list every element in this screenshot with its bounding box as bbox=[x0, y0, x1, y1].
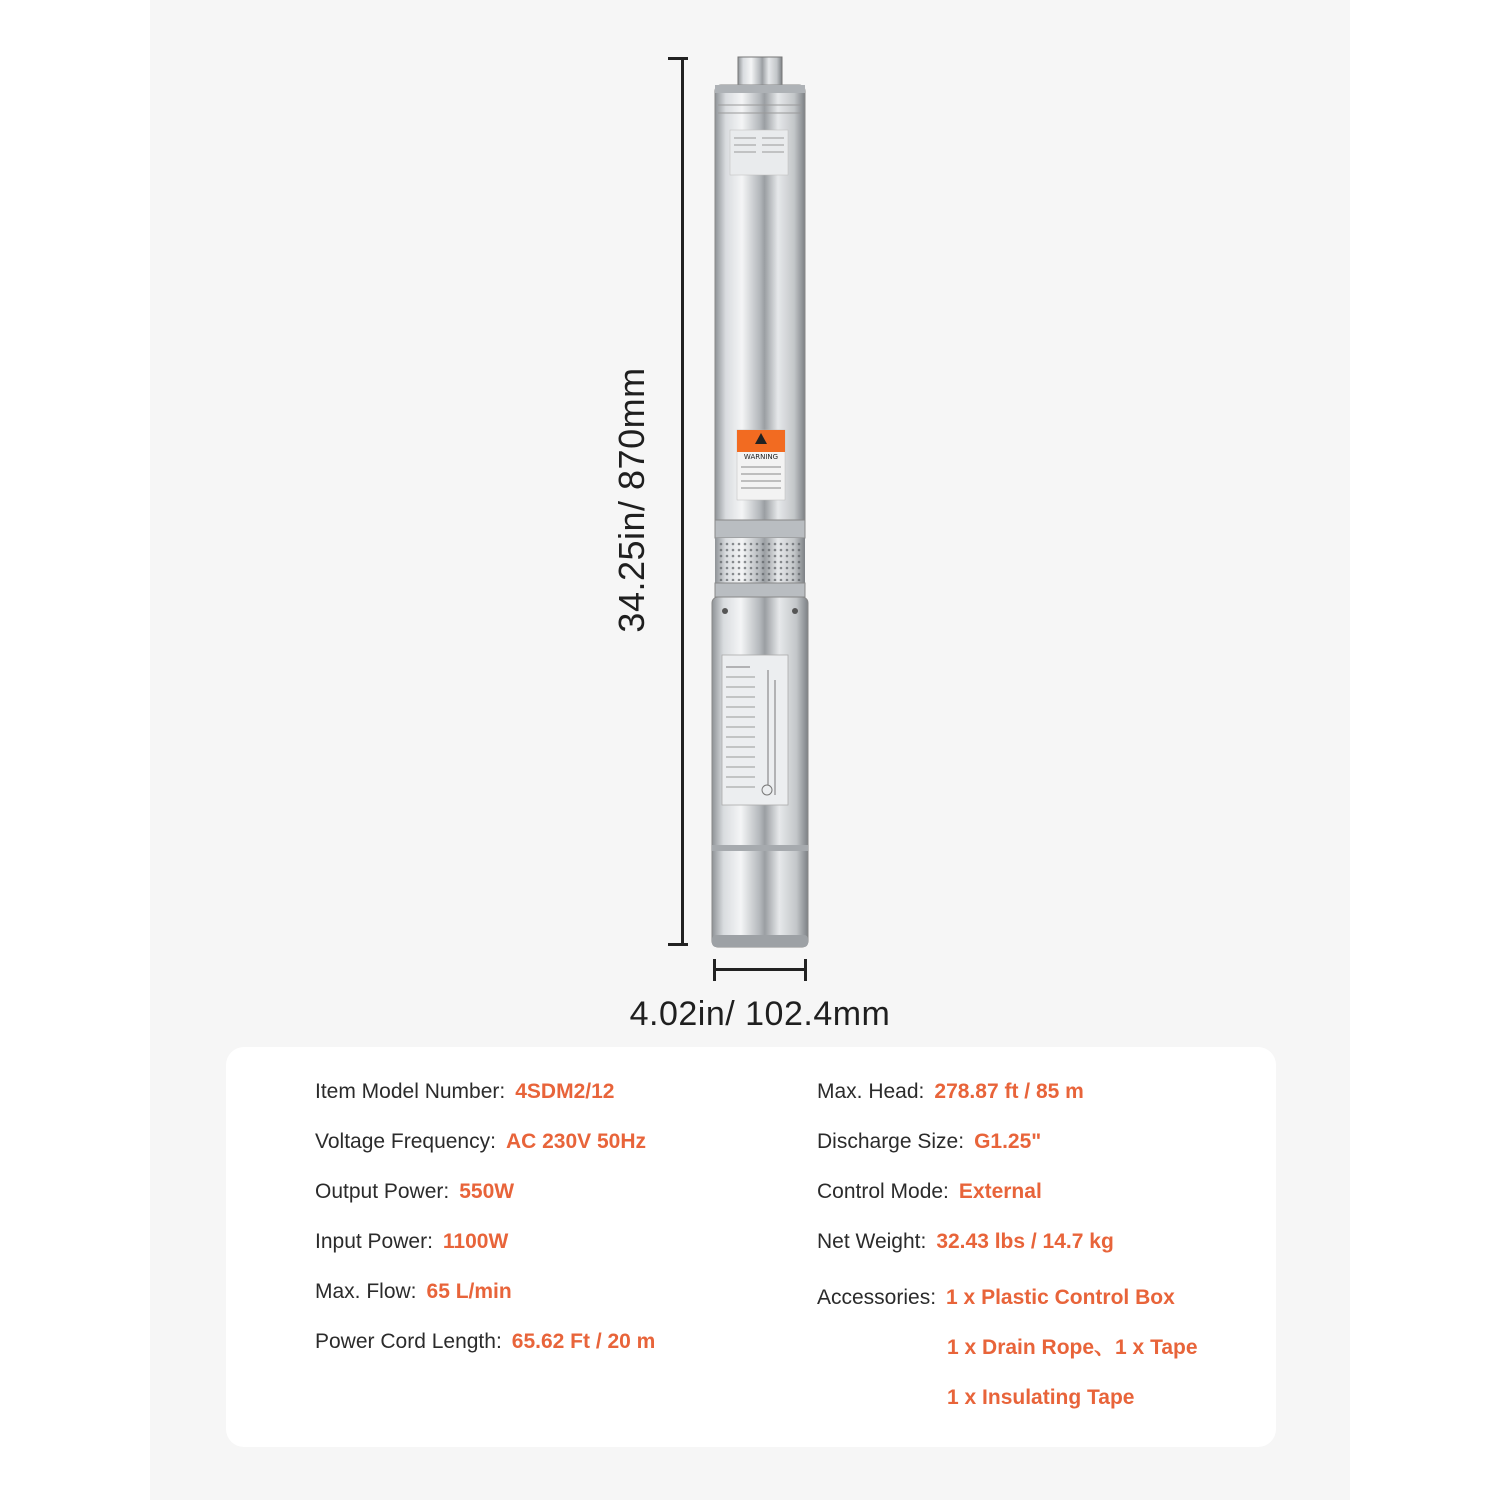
spec-value: External bbox=[958, 1180, 1042, 1203]
spec-value: 32.43 lbs / 14.7 kg bbox=[936, 1230, 1114, 1253]
height-dimension-line bbox=[681, 58, 684, 945]
spec-label: Input Power: bbox=[315, 1230, 433, 1253]
spec-value: 65 L/min bbox=[426, 1280, 512, 1303]
spec-input-power bbox=[315, 1227, 508, 1257]
spec-value: 65.62 Ft / 20 m bbox=[511, 1330, 656, 1353]
spec-accessories bbox=[817, 1283, 1175, 1313]
height-dimension-cap-top bbox=[668, 57, 688, 60]
spec-voltage-frequency bbox=[315, 1127, 646, 1157]
spec-max-head bbox=[817, 1077, 1084, 1107]
width-dimension-line bbox=[714, 968, 807, 971]
spec-label: Net Weight: bbox=[817, 1230, 927, 1253]
spec-label: Power Cord Length: bbox=[315, 1330, 502, 1353]
spec-power-cord-length bbox=[315, 1327, 655, 1357]
spec-value: AC 230V 50Hz bbox=[505, 1130, 647, 1153]
spec-value: G1.25" bbox=[974, 1130, 1042, 1153]
spec-value: 4SDM2/12 bbox=[515, 1080, 615, 1103]
svg-text:WARNING: WARNING bbox=[743, 453, 779, 461]
width-dimension-cap-right bbox=[804, 959, 807, 981]
spec-discharge-size bbox=[817, 1127, 1041, 1157]
spec-max-flow bbox=[315, 1277, 512, 1307]
accessory-item: 1 x Insulating Tape bbox=[947, 1386, 1135, 1409]
pump-outlet bbox=[738, 57, 782, 87]
spec-value: 1100W bbox=[442, 1230, 509, 1253]
spec-value: 278.87 ft / 85 m bbox=[934, 1080, 1084, 1103]
spec-label: Output Power: bbox=[315, 1180, 450, 1203]
spec-label: Item Model Number: bbox=[315, 1080, 506, 1103]
width-dimension-label: 4.02in/ 102.4mm bbox=[629, 995, 891, 1033]
accessory-item: 1 x Drain Rope、1 x Tape bbox=[947, 1336, 1198, 1359]
spec-label: Max. Head: bbox=[817, 1080, 925, 1103]
accessory-item: 1 x Plastic Control Box bbox=[946, 1286, 1175, 1309]
submersible-pump-image bbox=[700, 55, 820, 950]
spec-output-power bbox=[315, 1177, 514, 1207]
spec-label: Max. Flow: bbox=[315, 1280, 417, 1303]
spec-value: 550W bbox=[459, 1180, 515, 1203]
specifications-card bbox=[226, 1047, 1276, 1447]
spec-label: Discharge Size: bbox=[817, 1130, 965, 1153]
spec-label: Voltage Frequency: bbox=[315, 1130, 496, 1153]
spec-net-weight bbox=[817, 1227, 1114, 1257]
spec-model-number bbox=[315, 1077, 614, 1107]
height-dimension-cap-bottom bbox=[668, 943, 688, 946]
height-dimension-label: 34.25in/ 870mm bbox=[611, 367, 652, 633]
spec-label: Control Mode: bbox=[817, 1180, 949, 1203]
spec-control-mode bbox=[817, 1177, 1042, 1207]
spec-label: Accessories: bbox=[817, 1286, 937, 1309]
